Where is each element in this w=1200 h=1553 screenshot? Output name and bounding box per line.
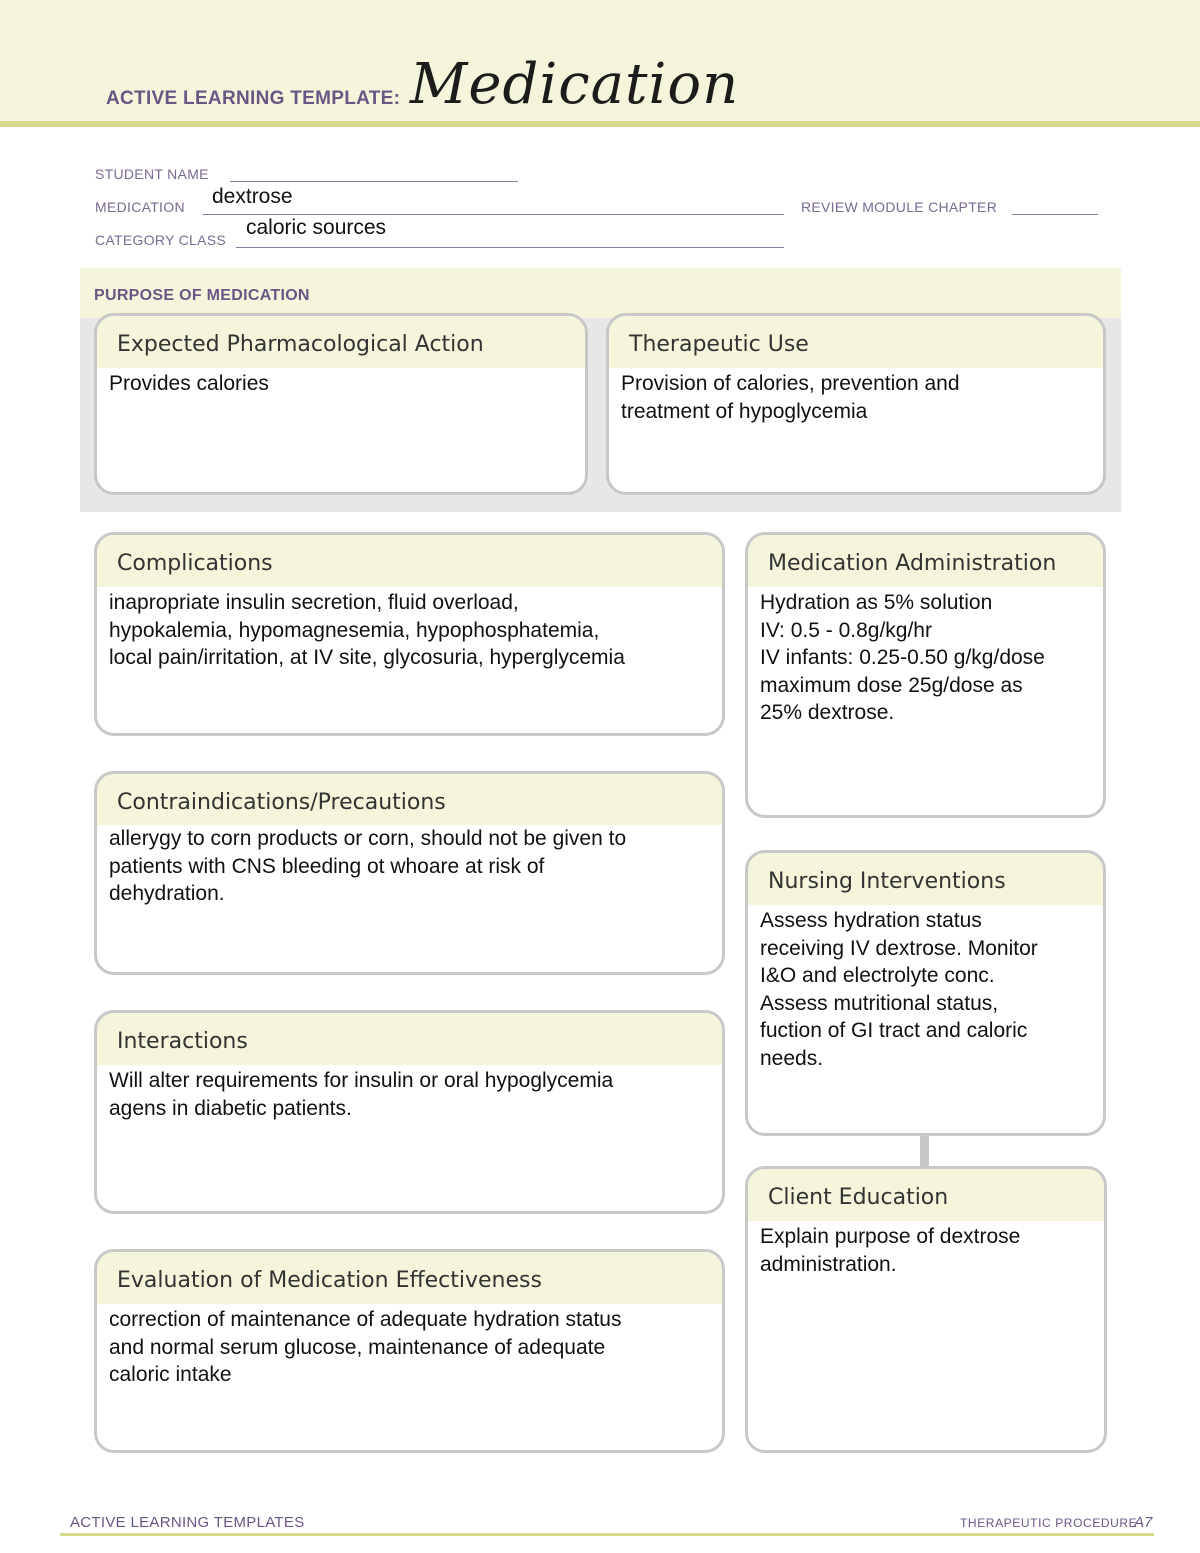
expected-action-box: [94, 313, 588, 495]
administration-text[interactable]: Hydration as 5% solution IV: 0.5 - 0.8g/kg/hr IV infants: 0.25-0.50 g/kg/dose maximum dose 25g/dose as 25% dextrose.: [760, 591, 1045, 724]
medication-value: dextrose: [212, 185, 293, 208]
medication-field[interactable]: [203, 213, 784, 215]
nursing-interventions-box: [745, 850, 1106, 1136]
evaluation-box: [94, 1249, 725, 1453]
interactions-title: Interactions: [97, 1013, 722, 1065]
student-name-label: STUDENT NAME: [95, 166, 209, 182]
complications-title: Complications: [97, 535, 722, 587]
student-name-field[interactable]: [230, 180, 518, 182]
footer-left: ACTIVE LEARNING TEMPLATES: [70, 1514, 305, 1531]
expected-action-title: Expected Pharmacological Action: [97, 316, 585, 368]
purpose-label: PURPOSE OF MEDICATION: [94, 287, 310, 304]
medication-label: MEDICATION: [95, 199, 185, 215]
nursing-interventions-text[interactable]: Assess hydration status receiving IV dextrose. Monitor I&O and electrolyte conc. Assess mutritional status, fuction of GI tract and caloric needs.: [760, 909, 1038, 1070]
footer-right: THERAPEUTIC PROCEDURE: [960, 1516, 1138, 1530]
category-class-label: CATEGORY CLASS: [95, 232, 227, 248]
contraindications-box: [94, 771, 725, 975]
contraindications-title: Contraindications/Precautions: [97, 774, 722, 825]
header-rule: [0, 121, 1200, 127]
category-class-field[interactable]: [236, 246, 784, 248]
page-title: Medication: [410, 52, 740, 117]
client-education-title: Client Education: [748, 1169, 1104, 1221]
evaluation-title: Evaluation of Medication Effectiveness: [97, 1252, 722, 1304]
interactions-text[interactable]: Will alter requirements for insulin or oral hypoglycemia agens in diabetic patients.: [109, 1069, 614, 1120]
evaluation-text[interactable]: correction of maintenance of adequate hydration status and normal serum glucose, maintenance of adequate caloric intake: [109, 1308, 622, 1386]
therapeutic-use-box: [606, 313, 1106, 495]
category-class-value: caloric sources: [246, 216, 387, 239]
section-connector: [920, 1133, 929, 1167]
contraindications-text[interactable]: allerygy to corn products or corn, should not be given to patients with CNS bleeding ot whoare at risk of dehydration.: [109, 827, 627, 905]
client-education-text[interactable]: Explain purpose of dextrose administration.: [760, 1225, 1021, 1276]
therapeutic-use-title: Therapeutic Use: [609, 316, 1103, 368]
review-module-field[interactable]: [1012, 213, 1098, 215]
administration-title: Medication Administration: [748, 535, 1103, 587]
page-number: A7: [1134, 1514, 1153, 1531]
interactions-box: [94, 1010, 725, 1214]
nursing-interventions-title: Nursing Interventions: [748, 853, 1103, 905]
expected-action-text[interactable]: Provides calories: [109, 372, 269, 395]
client-education-box: [745, 1166, 1107, 1453]
complications-box: [94, 532, 725, 736]
template-label: ACTIVE LEARNING TEMPLATE:: [106, 88, 401, 109]
administration-box: [745, 532, 1106, 818]
review-module-label: REVIEW MODULE CHAPTER: [801, 199, 998, 215]
therapeutic-use-text[interactable]: Provision of calories, prevention and treatment of hypoglycemia: [621, 372, 960, 423]
complications-text[interactable]: inapropriate insulin secretion, fluid overload, hypokalemia, hypomagnesemia, hypophosphatemia, local pain/irritation, at IV site, glycosuria, hyperglycemia: [109, 591, 625, 669]
footer-rule: [60, 1533, 1154, 1536]
